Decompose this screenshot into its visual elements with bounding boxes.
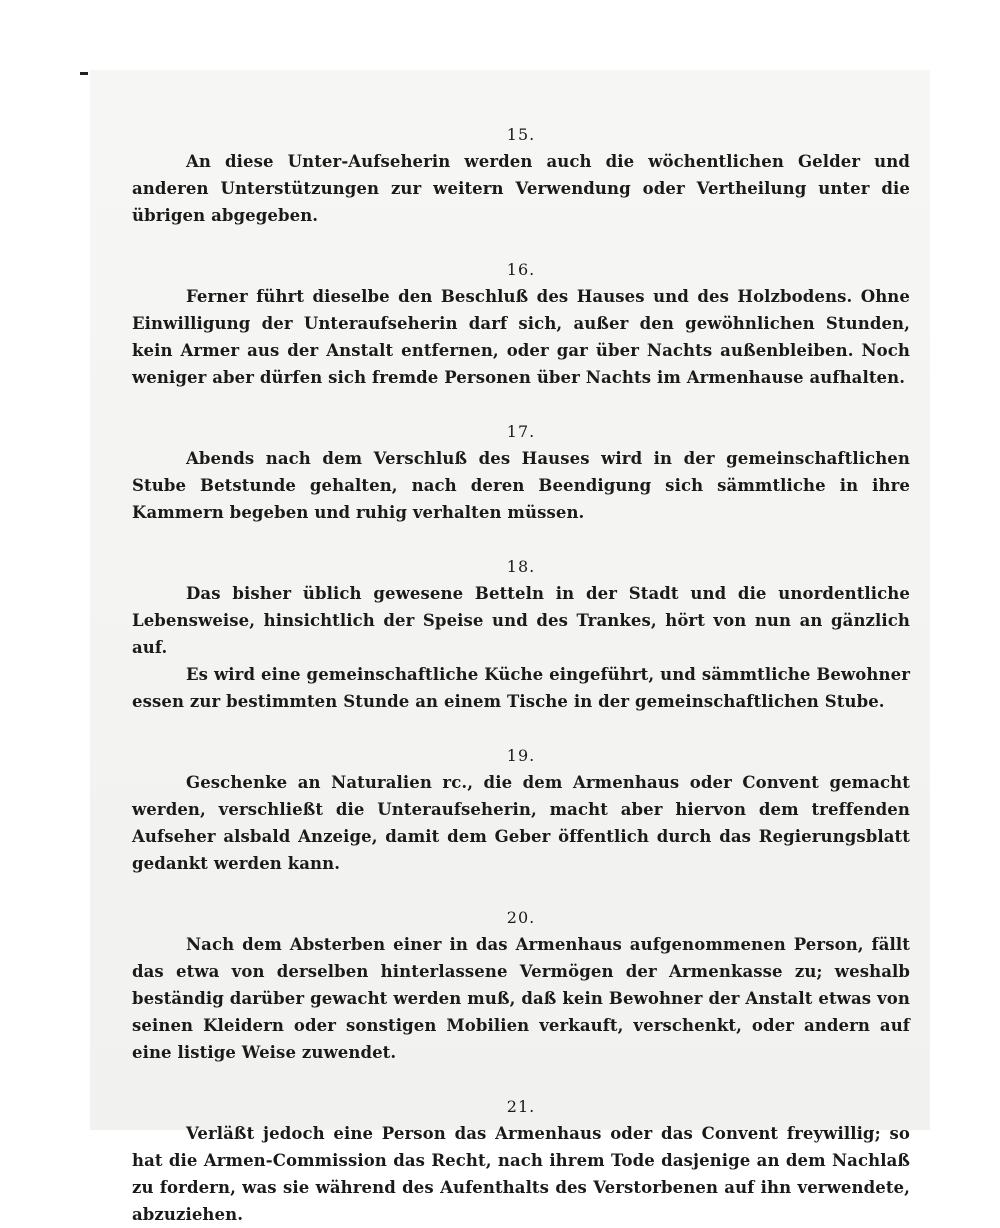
document-body [132,124,910,1228]
paragraph: Verläßt jedoch eine Person das Armenhaus oder das Convent freywillig; so hat die Armen-Commission das Recht, nach ihrem Tode dasjenige an dem Nachlaß zu fordern, was sie während des Aufenthalts des Verstorbenen auf ihn verwendete, abzuziehen. [132,1124,910,1224]
section-21 [132,1096,910,1228]
section-number: 17. [506,422,536,441]
paragraph: Nach dem Absterben einer in das Armenhaus aufgenommenen Person, fällt das etwa von derselben hinterlassene Vermögen der Armenkasse zu; weshalb beständig darüber gewacht werden muß, daß kein Bewohner der Anstalt etwas von seinen Kleidern oder sonstigen Mobilien verkauft, verschenkt, oder andern auf eine listige Weise zuwendet. [132,935,910,1062]
section-number: 15. [506,125,536,144]
paragraph: Geschenke an Naturalien rc., die dem Armenhaus oder Convent gemacht werden, verschließt die Unteraufseherin, macht aber hiervon dem treffenden Aufseher alsbald Anzeige, damit dem Geber öffentlich durch das Regierungsblatt gedankt werden kann. [132,773,910,873]
section-16 [132,259,910,391]
paragraph: Abends nach dem Verschluß des Hauses wird in der gemeinschaftlichen Stube Betstunde gehalten, nach deren Beendigung sich sämmtliche in ihre Kammern begeben und ruhig verhalten müssen. [132,449,910,522]
section-number: 20. [506,908,536,927]
paragraph: Das bisher üblich gewesene Betteln in der Stadt und die unordentliche Lebensweise, hinsichtlich der Speise und des Trankes, hört von nun an gänzlich auf. [132,584,910,657]
section-20 [132,907,910,1066]
paragraph: An diese Unter-Aufseherin werden auch die wöchentlichen Gelder und anderen Unterstützungen zur weitern Verwendung oder Vertheilung unter die übrigen abgegeben. [132,152,910,225]
section-number: 21. [506,1097,536,1116]
section-15 [132,124,910,229]
section-19 [132,745,910,877]
section-number: 16. [506,260,536,279]
section-18 [132,556,910,715]
margin-mark [80,72,88,75]
paragraph: Es wird eine gemeinschaftliche Küche eingeführt, und sämmtliche Bewohner essen zur bestimmten Stunde an einem Tische in der gemeinschaftlichen Stube. [132,665,910,711]
section-number: 19. [506,746,536,765]
section-number: 18. [506,557,536,576]
section-17 [132,421,910,526]
paragraph: Ferner führt dieselbe den Beschluß des Hauses und des Holzbodens. Ohne Einwilligung der Unteraufseherin darf sich, außer den gewöhnlichen Stunden, kein Armer aus der Anstalt entfernen, oder gar über Nachts außenbleiben. Noch weniger aber dürfen sich fremde Personen über Nachts im Armenhause aufhalten. [132,287,910,387]
